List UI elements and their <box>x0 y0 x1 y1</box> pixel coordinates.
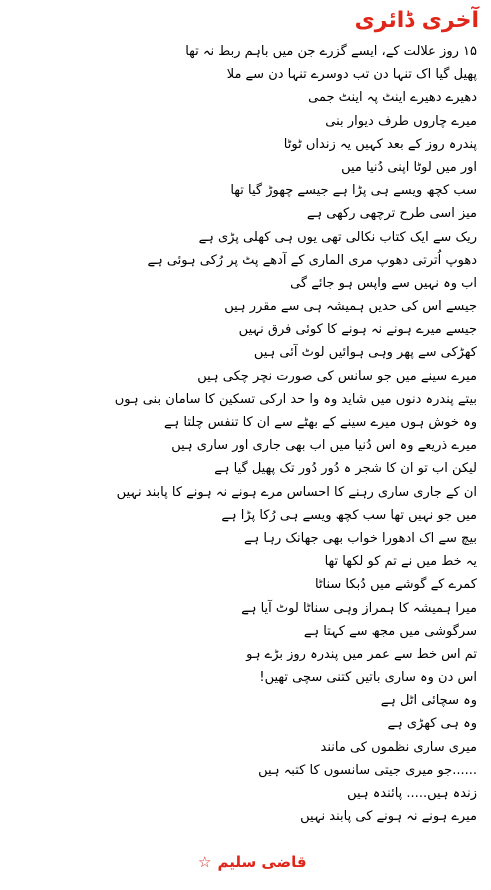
poem-line: اور میں لوٹا اپنی دُنیا میں <box>341 159 477 175</box>
poem-line: میری ساری نظموں کی مانند <box>320 739 477 755</box>
poem-line: پھیل گیا اک تنہا دن تب دوسرے تنہا دن سے ملا <box>226 67 477 83</box>
poem-line: ان کے جاری ساری رہنے کا احساس مرے ہونے نہ ہونے کا پابند نہیں <box>116 484 477 500</box>
poem-line: لیکن اب تو ان کا شجر ہ دُور دُور تک پھیل گیا ہے <box>214 461 477 477</box>
poem-line: اب وہ نہیں سے واپس ہو جائے گی <box>290 275 477 291</box>
poem-line: میرے ہونے نہ ہونے کی پابند نہیں <box>300 809 477 825</box>
poem-line: یہ خط میں نے تم کو لکھا تھا <box>324 554 477 570</box>
poem-line: جیسے میرے ہونے نہ ہونے کا کوئی فرق نہیں <box>238 322 477 338</box>
poem-line: پندرہ روز کے بعد کہیں یہ زنداں ٹوٹا <box>283 136 477 152</box>
poem-line: کھڑکی سے پھر وہی ہوائیں لوٹ آئی ہیں <box>253 345 477 361</box>
poem-line: جیسے اس کی حدیں ہمیشہ ہی سے مقرر ہیں <box>224 299 477 315</box>
poem-line: ......جو میری جیتی سانسوں کا کتبہ ہیں <box>258 762 477 778</box>
poem-line: تم اس خط سے عمر میں پندرہ روز بڑے ہو <box>246 646 477 662</box>
poem-line: ۱۵ روز علالت کے، ایسے گزرے جن میں باہم ربط نہ تھا <box>185 44 477 59</box>
poem-line: بیتے پندرہ دنوں میں شاید وہ وا حد ارکی تسکین کا سامان بنی ہوں <box>114 391 477 407</box>
poem-line: زندہ ہیں..... پائندہ ہیں <box>347 786 477 801</box>
poem-line: بیچ سے اک ادھورا خواب بھی جھانک رہا ہے <box>244 530 477 546</box>
poem-line: دھوپ اُترتی دھوپ مری الماری کے آدھے پٹ پر رُکی ہوئی ہے <box>147 252 477 268</box>
star-icon: ☆ <box>198 853 212 871</box>
poet-name: قاضی سلیم <box>217 853 307 871</box>
poem-line: میرے سینے میں جو سانس کی صورت نچر چکی ہیں <box>197 368 477 384</box>
poem-line: میں جو نہیں تھا سب کچھ ویسے ہی رُکا پڑا ہے <box>221 507 477 523</box>
poem-line: وہ خوش ہوں میرے سینے کے بھٹے سے ان کا تنفس چلتا ہے <box>164 415 477 430</box>
poem-line: میرے چاروں طرف دیوار بنی <box>325 113 477 129</box>
poem-line: دھیرے دھیرے اینٹ پہ اینٹ جمی <box>308 90 477 106</box>
poem-line: سب کچھ ویسے ہی پڑا ہے جیسے چھوڑ گیا تھا <box>230 183 477 199</box>
poem-line: ریک سے ایک کتاب نکالی تھی یوں ہی کھلی پڑی ہے <box>198 229 477 245</box>
poem-body <box>10 40 481 828</box>
poem-line: اس دن وہ ساری باتیں کتنی سچی تھیں! <box>259 670 477 686</box>
poem-line: سرگوشی میں مجھ سے کہتا ہے <box>303 623 477 639</box>
poem-title: آخری ڈائری <box>354 8 479 33</box>
poem-line: میرا ہمیشہ کا ہمراز وہی سناٹا لوٹ آیا ہے <box>241 600 477 616</box>
poem-line: میرے ذریعے وہ اس دُنیا میں اب بھی جاری اور ساری ہیں <box>171 438 477 454</box>
poet-signature <box>198 850 307 874</box>
poem-line: وہ ہی کھڑی ہے <box>387 716 477 732</box>
poem-line: میز اسی طرح ترچھی رکھی ہے <box>306 206 477 222</box>
poem-line: وہ سچائی اٹل ہے <box>380 693 477 709</box>
poem-line: کمرے کے گوشے میں دُبکا سناٹا <box>314 577 477 593</box>
